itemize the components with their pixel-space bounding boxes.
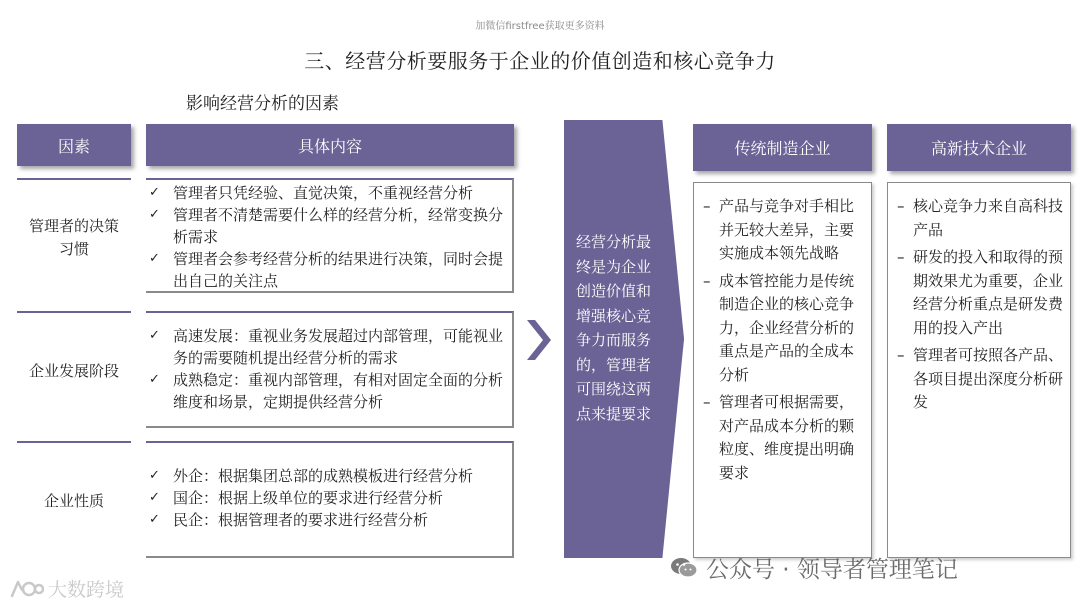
list-item: – 管理者可根据需要，对产品成本分析的颗粒度、维度提出明确要求 [703, 393, 855, 482]
list-item: ✓ 高速发展：重视业务发展超过内部管理，可能视业务的需要随机提出经营分析的需求 [149, 327, 504, 367]
list-item: ✓ 外企：根据集团总部的成熟模板进行经营分析 [149, 467, 474, 485]
chevron-right-icon [527, 320, 551, 360]
content-box-decision-habit [146, 178, 514, 293]
check-icon: ✓ [149, 185, 160, 200]
top-watermark: 加微信firstfree获取更多资料 [475, 21, 605, 32]
list-item: ✓ 管理者只凭经验、直觉决策，不重视经营分析 [149, 184, 474, 202]
check-icon: ✓ [149, 490, 160, 505]
list-item: ✓ 民企：根据管理者的要求进行经营分析 [149, 511, 429, 529]
factor-label-text: 企业发展阶段 [28, 362, 119, 380]
factor-label-enterprise-nature [17, 441, 131, 560]
factor-label-text: 企业性质 [43, 492, 104, 510]
wechat-icon [670, 557, 698, 579]
list-item: ✓ 管理者不清楚需要什么样的经营分析，经常变换分析需求 [149, 206, 504, 246]
list-item: – 研发的投入和取得的预期效果尤为重要，企业经营分析重点是研发费用的投入产出 [897, 248, 1064, 337]
brand-label: 大数跨境 [48, 579, 125, 601]
list-item: – 产品与竞争对手相比并无较大差异，主要实施成本领先战略 [703, 197, 855, 262]
dash-icon: – [897, 346, 905, 364]
list-item: ✓ 管理者会参考经营分析的结果进行决策，同时会提出自己的关注点 [149, 250, 504, 290]
dash-icon: – [897, 248, 905, 266]
factor-label-development-stage [17, 311, 131, 430]
wechat-account-watermark [670, 551, 958, 584]
dash-icon: – [703, 393, 711, 411]
factor-column-header: 因素 [17, 124, 131, 166]
content-box-enterprise-nature [146, 441, 514, 558]
dash-icon: – [703, 197, 711, 215]
high-tech-enterprise-header: 高新技术企业 [887, 124, 1071, 171]
check-icon: ✓ [149, 468, 160, 483]
dash-icon: – [703, 271, 711, 290]
list-item: ✓ 成熟稳定：重视内部管理，有相对固定全面的分析维度和场景，定期提供经营分析 [149, 371, 504, 411]
section-subtitle: 影响经营分析的因素 [186, 94, 339, 114]
list-item: – 成本管控能力是传统制造企业的核心竞争力，企业经营分析的重点是产品的全成本分析 [703, 271, 855, 384]
check-icon: ✓ [149, 251, 160, 266]
traditional-manufacturing-header: 传统制造企业 [693, 124, 872, 171]
list-item: – 核心竞争力来自高科技产品 [897, 197, 1064, 239]
page-title: 三、经营分析要服务于企业的价值创造和核心竞争力 [304, 49, 776, 73]
brand-logo-icon [8, 578, 44, 600]
check-icon: ✓ [149, 328, 160, 343]
check-icon: ✓ [149, 512, 160, 527]
check-icon: ✓ [149, 372, 160, 387]
content-column-header: 具体内容 [146, 124, 514, 166]
center-conclusion-text: 经营分析最终是为企业创造价值和增强核心竞争力而服务的，管理者可围绕这两点来提要求 [576, 233, 652, 423]
check-icon: ✓ [149, 207, 160, 222]
list-item: ✓ 国企：根据上级单位的要求进行经营分析 [149, 489, 444, 507]
dash-icon: – [897, 197, 905, 215]
content-box-development-stage [146, 311, 514, 428]
factor-label-text: 管理者的决策习惯 [29, 216, 120, 258]
factor-label-decision-habit [17, 178, 131, 295]
wechat-account-label: 公众号 · 领导者管理笔记 [706, 557, 958, 583]
high-tech-enterprise-box [887, 182, 1071, 558]
brand-watermark [8, 575, 124, 602]
traditional-manufacturing-box [693, 182, 872, 558]
list-item: – 管理者可按照各产品、各项目提出深度分析研发 [897, 346, 1064, 411]
